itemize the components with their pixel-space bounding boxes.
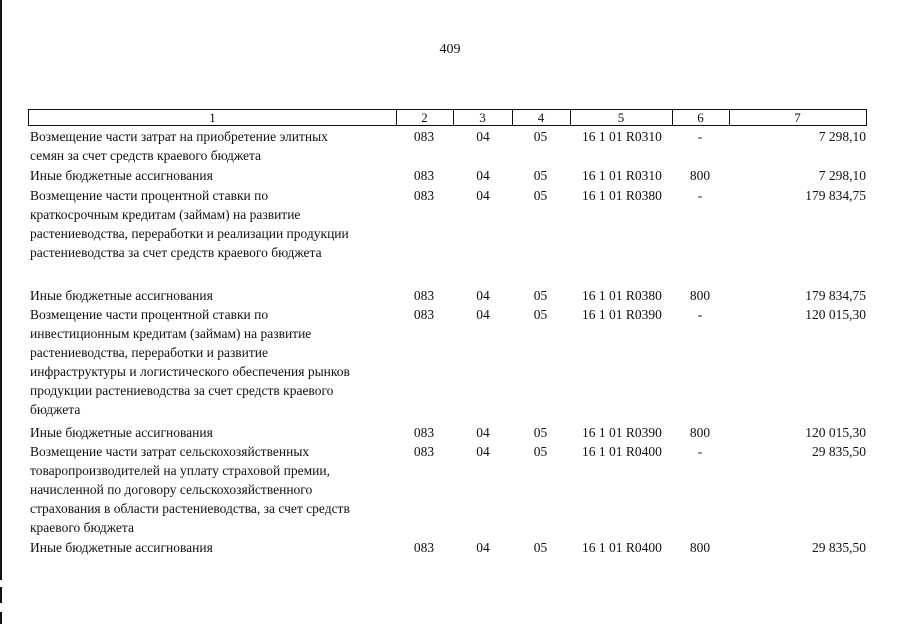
row-description: Возмещение части затрат сельскохозяйственных товаропроизводителей на уплату страховой премии, начисленной по договору сельскохозяйственного страхования в области растениеводства, за счет средств краевого бюджета bbox=[30, 444, 350, 535]
row-description: Иные бюджетные ассигнования bbox=[30, 168, 213, 183]
row-col-2: 083 bbox=[413, 188, 435, 203]
row-col-5: 16 1 01 R0400 bbox=[582, 540, 662, 555]
scan-edge-mark bbox=[0, 612, 2, 624]
row-col-7: 29 835,50 bbox=[812, 444, 866, 459]
row-col-6: - bbox=[697, 188, 703, 203]
row-col-7: 179 834,75 bbox=[805, 188, 866, 203]
header-col-4: 4 bbox=[537, 110, 545, 125]
row-col-6: - bbox=[697, 129, 703, 144]
row-col-6: 800 bbox=[689, 288, 711, 303]
row-col-5: 16 1 01 R0310 bbox=[582, 168, 662, 183]
row-col-3: 04 bbox=[476, 444, 490, 459]
header-col-6: 6 bbox=[697, 110, 704, 125]
row-col-3: 04 bbox=[476, 129, 490, 144]
row-col-5: 16 1 01 R0390 bbox=[582, 425, 662, 440]
header-col-7: 7 bbox=[794, 110, 801, 125]
row-col-3: 04 bbox=[476, 425, 490, 440]
row-description: Возмещение части процентной ставки по инвестиционным кредитам (займам) на развитие растениеводства, переработки и развитие инфраструктуры и логистического обеспечения рынков продукции растениеводства за счет средств краевого бюджета bbox=[30, 307, 350, 417]
row-col-4: 05 bbox=[533, 307, 548, 322]
row-col-2: 083 bbox=[413, 425, 435, 440]
row-col-3: 04 bbox=[476, 168, 490, 183]
row-col-4: 05 bbox=[533, 540, 548, 555]
scan-edge-line bbox=[0, 0, 2, 580]
row-col-2: 083 bbox=[413, 168, 435, 183]
row-col-3: 04 bbox=[476, 540, 490, 555]
header-col-1: 1 bbox=[209, 110, 216, 125]
row-col-7: 120 015,30 bbox=[805, 425, 866, 440]
row-col-2: 083 bbox=[413, 129, 435, 144]
row-col-7: 120 015,30 bbox=[805, 307, 866, 322]
row-col-7: 7 298,10 bbox=[818, 168, 866, 183]
row-description: Иные бюджетные ассигнования bbox=[30, 540, 213, 555]
header-col-2: 2 bbox=[421, 110, 428, 125]
row-col-3: 04 bbox=[476, 307, 490, 322]
page-number: 409 bbox=[439, 42, 461, 57]
row-col-5: 16 1 01 R0400 bbox=[582, 444, 662, 459]
row-col-5: 16 1 01 R0380 bbox=[582, 288, 662, 303]
row-col-4: 05 bbox=[533, 188, 548, 203]
row-description: Возмещение части процентной ставки по краткосрочным кредитам (займам) на развитие растениеводства, переработки и реализации продукции растениеводства за счет средств краевого бюджета bbox=[30, 188, 349, 260]
row-col-3: 04 bbox=[476, 188, 490, 203]
row-description: Иные бюджетные ассигнования bbox=[30, 288, 213, 303]
row-col-4: 05 bbox=[533, 425, 548, 440]
row-description: Иные бюджетные ассигнования bbox=[30, 425, 213, 440]
row-col-4: 05 bbox=[533, 288, 548, 303]
row-col-5: 16 1 01 R0390 bbox=[582, 307, 662, 322]
row-col-6: 800 bbox=[689, 168, 711, 183]
row-description: Возмещение части затрат на приобретение элитных семян за счет средств краевого бюджета bbox=[30, 129, 328, 163]
scan-edge-mark bbox=[0, 587, 2, 603]
row-col-6: - bbox=[697, 307, 703, 322]
row-col-6: 800 bbox=[689, 540, 711, 555]
row-col-6: - bbox=[697, 444, 703, 459]
row-col-4: 05 bbox=[533, 129, 548, 144]
row-col-7: 179 834,75 bbox=[805, 288, 866, 303]
row-col-7: 29 835,50 bbox=[812, 540, 866, 555]
row-col-4: 05 bbox=[533, 168, 548, 183]
row-col-2: 083 bbox=[413, 288, 435, 303]
row-col-2: 083 bbox=[413, 540, 435, 555]
row-col-6: 800 bbox=[689, 425, 711, 440]
header-col-5: 5 bbox=[617, 110, 625, 125]
row-col-2: 083 bbox=[413, 444, 435, 459]
row-col-3: 04 bbox=[476, 288, 490, 303]
row-col-7: 7 298,10 bbox=[818, 129, 866, 144]
row-col-5: 16 1 01 R0310 bbox=[582, 129, 662, 144]
row-col-4: 05 bbox=[533, 444, 548, 459]
header-col-3: 3 bbox=[479, 110, 486, 125]
row-col-2: 083 bbox=[413, 307, 435, 322]
table-header bbox=[28, 109, 867, 126]
row-col-5: 16 1 01 R0380 bbox=[582, 188, 662, 203]
